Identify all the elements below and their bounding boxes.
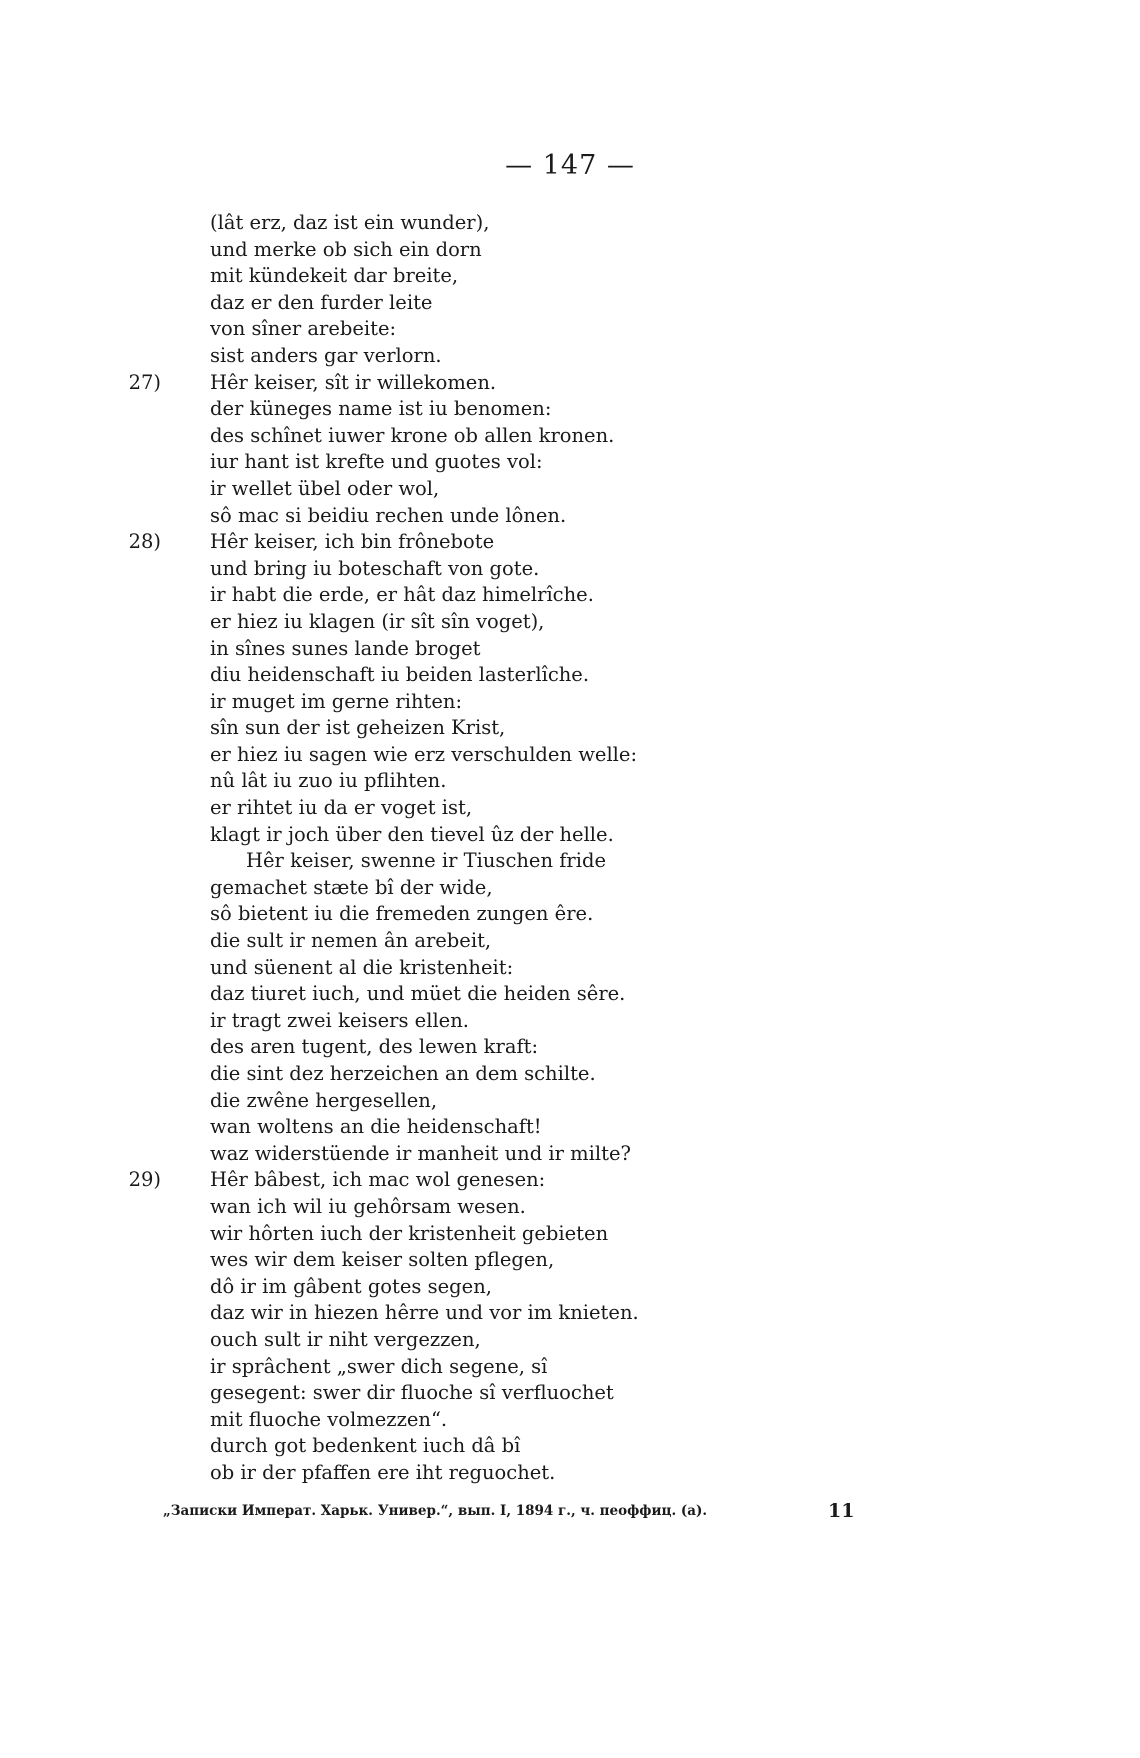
- poem-line-text: Hêr keiser, sît ir willekomen.: [210, 370, 497, 394]
- poem-line-text: sô bietent iu die fremeden zungen êre.: [210, 902, 594, 926]
- poem-line-text: daz er den furder leite: [210, 290, 433, 314]
- poem-line-text: und merke ob sich ein dorn: [210, 237, 482, 261]
- poem-line: [168, 1354, 728, 1381]
- poem-line: [168, 263, 728, 290]
- poem-line: [168, 928, 728, 955]
- poem-line-text: (lât erz, daz ist ein wunder),: [210, 211, 490, 234]
- poem-line-text: ir muget im gerne rihten:: [210, 689, 463, 713]
- poem-line-text: durch got bedenkent iuch dâ bî: [210, 1434, 521, 1458]
- poem-line-text: sô mac si beidiu rechen unde lônen.: [210, 503, 567, 527]
- poem-line-text: in sînes sunes lande broget: [210, 636, 481, 660]
- poem-line: [168, 1433, 728, 1460]
- poem-line: [128, 1167, 728, 1194]
- poem-line-text: mit kündekeit dar breite,: [210, 264, 459, 288]
- poem-line-text: diu heidenschaft iu beiden lasterlîche.: [210, 663, 590, 687]
- poem-line-text: des schînet iuwer krone ob allen kronen.: [210, 423, 615, 447]
- poem-line: [168, 1380, 728, 1407]
- poem-line: [168, 316, 728, 343]
- poem-line: [168, 1034, 728, 1061]
- poem-line-text: er hiez iu klagen (ir sît sîn voget),: [210, 609, 545, 633]
- poem-line: [168, 901, 728, 928]
- poem-line: [168, 848, 728, 875]
- signature-mark: 11: [828, 1500, 855, 1522]
- poem-line: [168, 795, 728, 822]
- poem-line-text: nû lât iu zuo iu pflihten.: [210, 769, 447, 793]
- poem-line: [168, 1327, 728, 1354]
- poem-line-text: ir wellet übel oder wol,: [210, 476, 440, 500]
- poem-line-text: wes wir dem keiser solten pflegen,: [210, 1248, 555, 1272]
- poem-line-text: daz tiuret iuch, und müet die heiden sêre.: [210, 982, 626, 1006]
- poem-line: [168, 237, 728, 264]
- poem-line: [168, 768, 728, 795]
- stanza-number: 27): [128, 370, 161, 394]
- poem-line: [168, 1221, 728, 1248]
- poem-line: [168, 742, 728, 769]
- poem-line: [168, 1247, 728, 1274]
- poem-line-text: Hêr keiser, ich bin frônebote: [210, 530, 495, 554]
- poem-line: [168, 582, 728, 609]
- poem-line-text: sist anders gar verlorn.: [210, 343, 442, 367]
- poem-line: [168, 662, 728, 689]
- poem-line: [168, 822, 728, 849]
- poem-line: [168, 556, 728, 583]
- poem-line: [168, 1088, 728, 1115]
- poem-line: [168, 1407, 728, 1434]
- poem-line-text: dô ir im gâbent gotes segen,: [210, 1274, 492, 1298]
- poem-line: [168, 396, 728, 423]
- poem-line-text: gemachet stæte bî der wide,: [210, 875, 493, 899]
- poem-line: [168, 955, 728, 982]
- poem-line: [168, 875, 728, 902]
- poem-line: [168, 449, 728, 476]
- poem-line-text: ir tragt zwei keisers ellen.: [210, 1008, 469, 1032]
- poem-line: [168, 476, 728, 503]
- poem-line-text: die sint dez herzeichen an dem schilte.: [210, 1062, 596, 1085]
- poem-line-text: wan ich wil iu gehôrsam wesen.: [210, 1194, 526, 1218]
- poem-line: [168, 1274, 728, 1301]
- poem-line: [128, 529, 728, 556]
- poem-line-text: klagt ir joch über den tievel ûz der helle.: [210, 822, 614, 846]
- poem-line: [168, 1300, 728, 1327]
- poem-line: [168, 343, 728, 370]
- page-number: — 147 —: [505, 150, 635, 181]
- poem-line: [168, 1141, 728, 1168]
- poem-line: [168, 290, 728, 317]
- poem-line: [168, 1061, 728, 1088]
- poem-line-text: des aren tugent, des lewen kraft:: [210, 1035, 539, 1059]
- poem-line-text: er hiez iu sagen wie erz verschulden welle:: [210, 742, 638, 766]
- poem-line-text: ir habt die erde, er hât daz himelrîche.: [210, 583, 594, 607]
- poem-line: [168, 1194, 728, 1221]
- poem-line-text: er rihtet iu da er voget ist,: [210, 796, 473, 820]
- poem-line-text: sîn sun der ist geheizen Krist,: [210, 716, 506, 740]
- poem-line: [168, 423, 728, 450]
- poem-line: [168, 1008, 728, 1035]
- poem-line-text: der küneges name ist iu benomen:: [210, 397, 552, 421]
- poem-line: [168, 503, 728, 530]
- poem-line-text: ob ir der pfaffen ere iht reguochet.: [210, 1460, 556, 1484]
- poem-line: [168, 689, 728, 716]
- poem-line-text: gesegent: swer dir fluoche sî verfluochet: [210, 1381, 614, 1405]
- stanza-number: 28): [128, 530, 161, 554]
- poem-line-text: Hêr keiser, swenne ir Tiuschen fride: [246, 849, 607, 873]
- poem-line-text: von sîner arebeite:: [210, 317, 397, 341]
- poem-line-text: wir hôrten iuch der kristenheit gebieten: [210, 1221, 609, 1245]
- poem-line: [168, 210, 728, 237]
- poem-text-block: [128, 210, 728, 1487]
- stanza-number: 29): [128, 1168, 161, 1192]
- poem-line: [168, 636, 728, 663]
- poem-line: [168, 715, 728, 742]
- poem-line: [168, 609, 728, 636]
- poem-line-text: ouch sult ir niht vergezzen,: [210, 1327, 481, 1351]
- poem-line: [168, 1114, 728, 1141]
- poem-line-text: daz wir in hiezen hêrre und vor im knieten.: [210, 1301, 639, 1325]
- poem-line-text: mit fluoche volmezzen“.: [210, 1407, 448, 1431]
- poem-line-text: und bring iu boteschaft von gote.: [210, 556, 540, 580]
- poem-line: [168, 1460, 728, 1487]
- poem-line-text: und süenent al die kristenheit:: [210, 955, 514, 979]
- footer-citation: „Записки Императ. Харьк. Универ.“, вып. I, 1894 г., ч. пеоффиц. (а).: [163, 1503, 708, 1519]
- poem-line-text: wan woltens an die heidenschaft!: [210, 1115, 542, 1139]
- poem-line-text: ir sprâchent „swer dich segene, sî: [210, 1354, 548, 1378]
- poem-line-text: iur hant ist krefte und guotes vol:: [210, 450, 543, 474]
- poem-line-text: Hêr bâbest, ich mac wol genesen:: [210, 1168, 546, 1192]
- poem-line: [168, 981, 728, 1008]
- poem-line: [128, 370, 728, 397]
- poem-line-text: die zwêne hergesellen,: [210, 1088, 438, 1112]
- poem-line-text: waz widerstüende ir manheit und ir milte?: [210, 1141, 631, 1165]
- poem-line-text: die sult ir nemen ân arebeit,: [210, 929, 492, 953]
